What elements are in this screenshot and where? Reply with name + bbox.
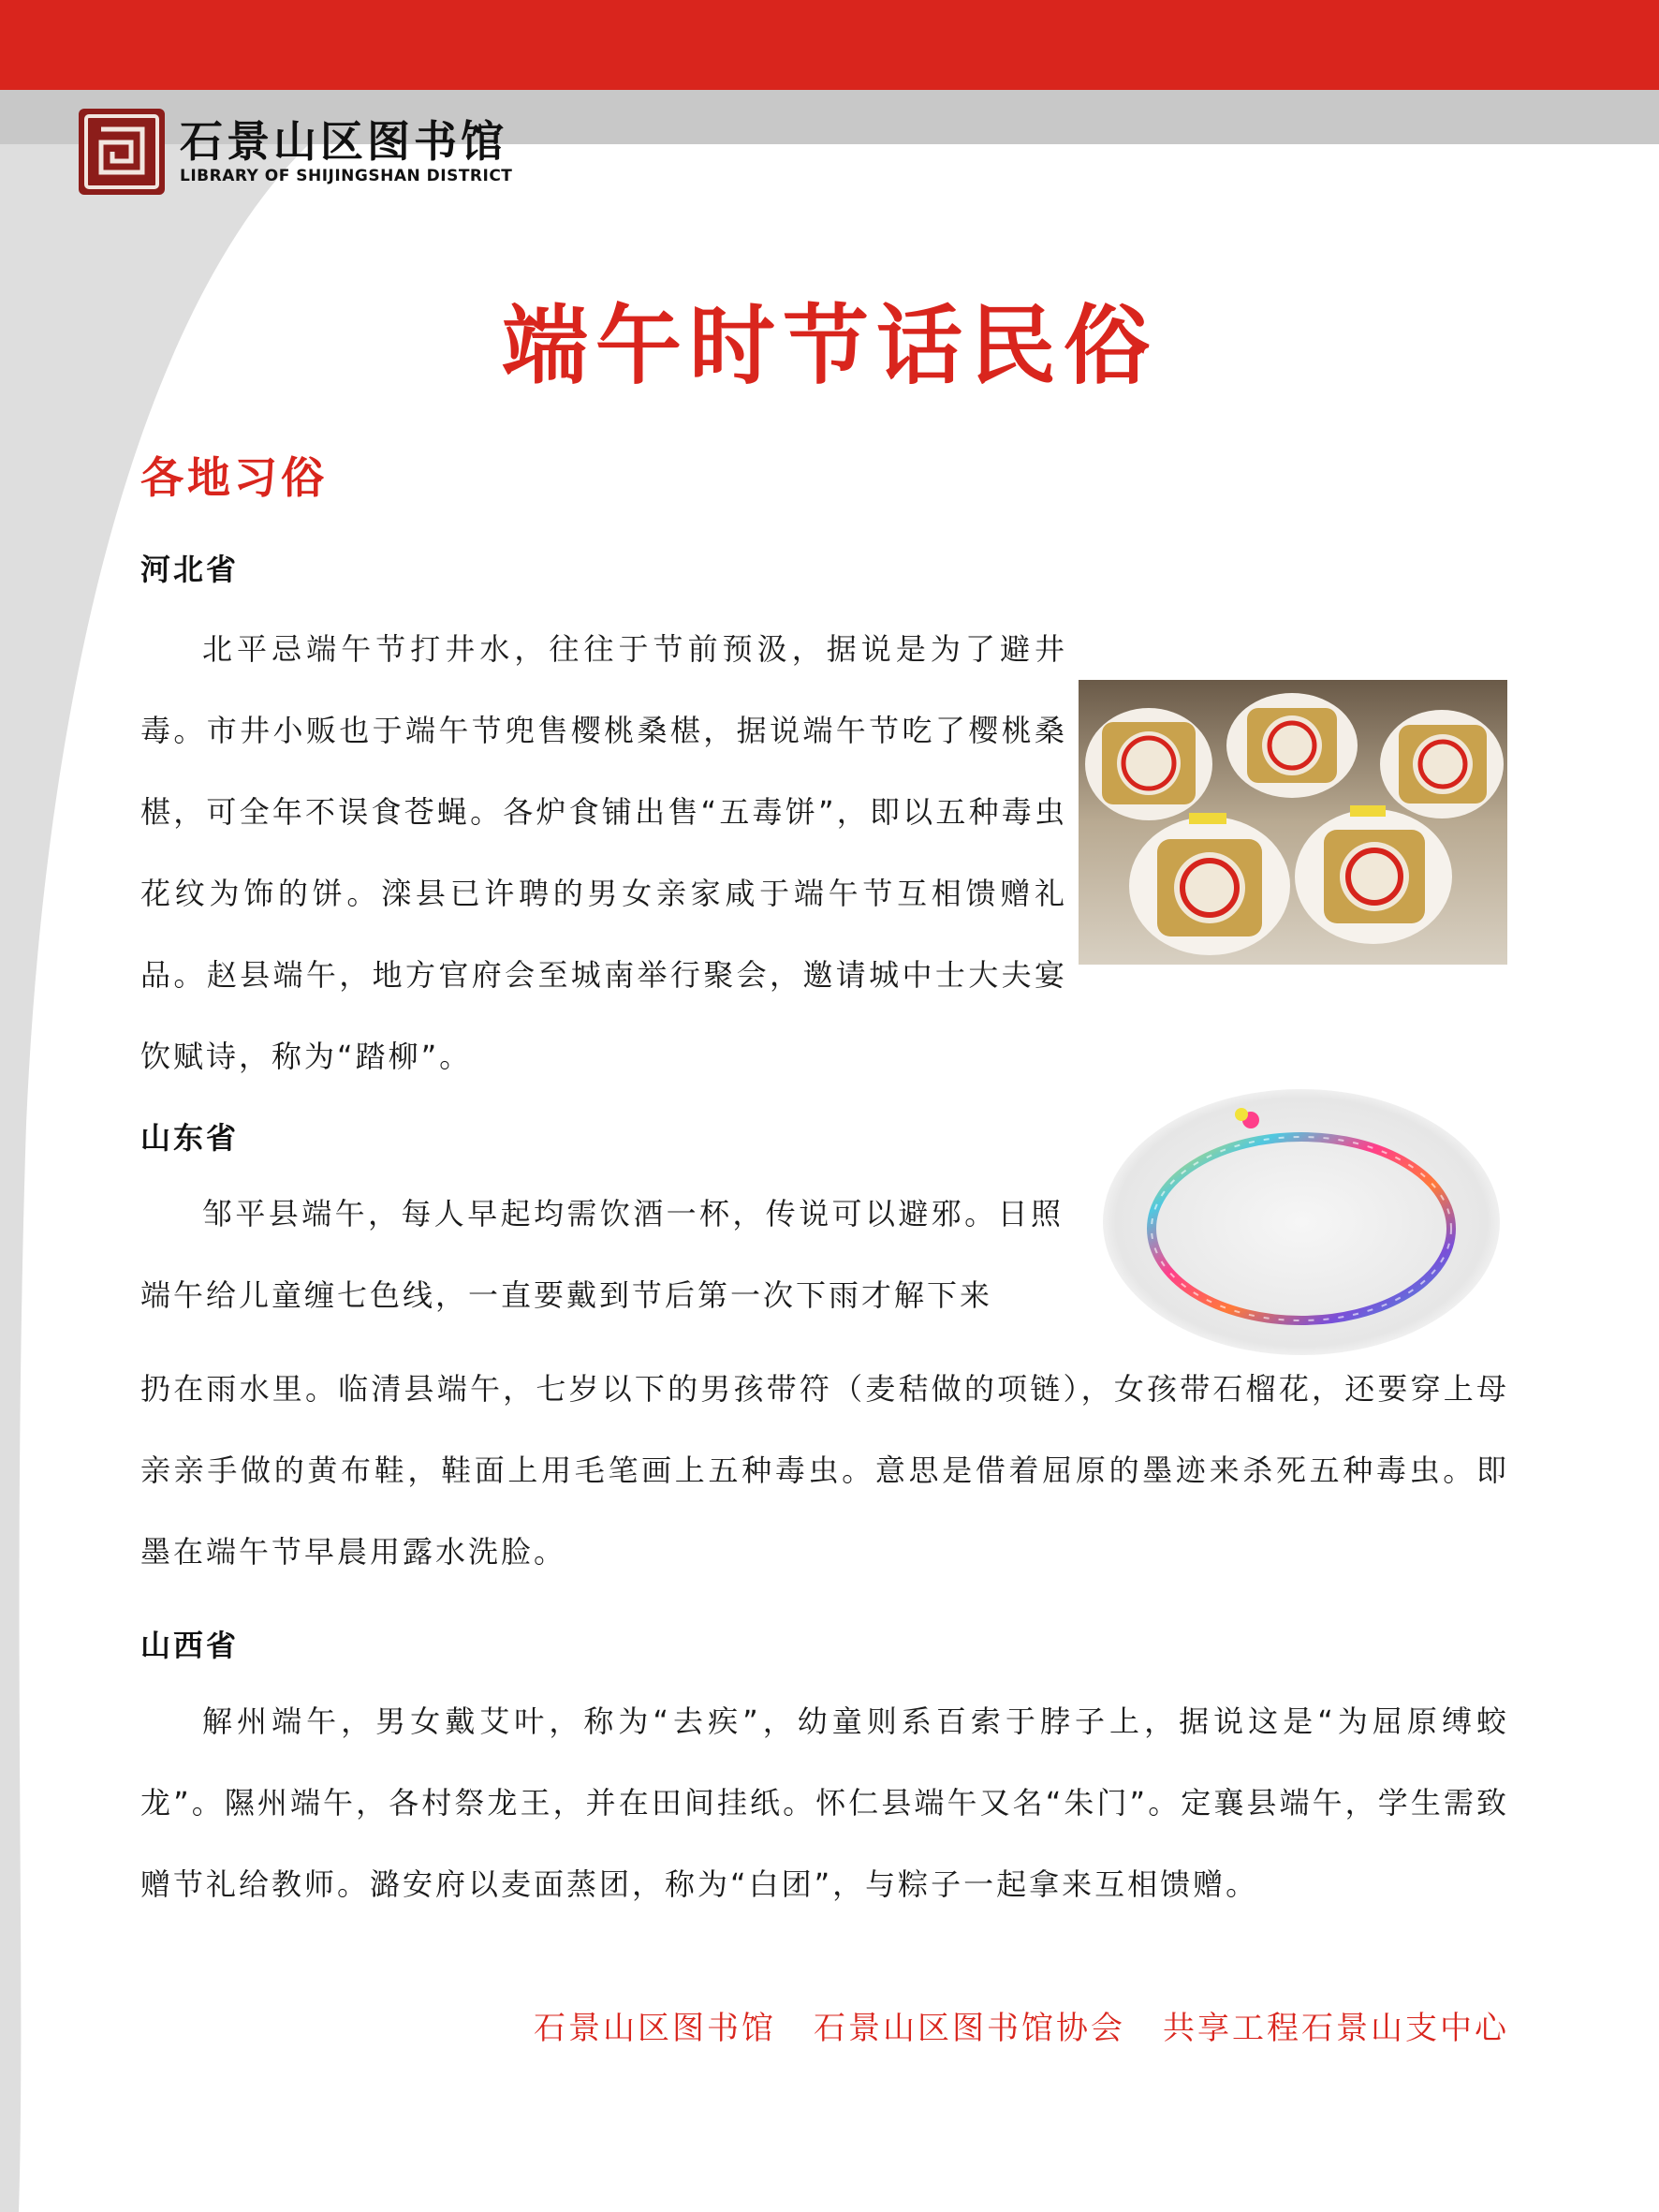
footer-org-sharing-center: 共享工程石景山支中心 — [1163, 2010, 1509, 2047]
footer-org-association: 石景山区图书馆协会 — [814, 2010, 1125, 2047]
section-title: 各地习俗 — [140, 452, 328, 503]
footer-organizers — [534, 2002, 1509, 2048]
wudu-cakes-photo — [1079, 680, 1507, 965]
library-logo — [77, 107, 512, 197]
footer-org-library: 石景山区图书馆 — [534, 2010, 776, 2047]
page-title: 端午时节话民俗 — [501, 296, 1157, 396]
logo-english-name: LIBRARY OF SHIJINGSHAN DISTRICT — [180, 167, 513, 185]
paragraph-shanxi: 解州端午，男女戴艾叶，称为“去疾”，幼童则系百索于脖子上，据说这是“为屈原缚蛟龙”。隰州端午，各村祭龙王，并在田间挂纸。怀仁县端午又名“朱门”。定襄县端午，学生需致赠节礼给教师。潞安府以麦面蒸团，称为“白团”，与粽子一起拿来互相馈赠。 — [140, 1703, 1509, 1902]
province-heading-shandong: 山东省 — [140, 1120, 240, 1156]
paragraph-shandong-part1: 邹平县端午，每人早起均需饮酒一杯，传说可以避邪。日照端午给儿童缠七色线，一直要戴到节后第一次下雨才解下来 — [140, 1196, 1064, 1313]
library-seal-icon — [77, 107, 167, 197]
paragraph-shandong-part2: 扔在雨水里。临清县端午，七岁以下的男孩带符（麦秸做的项链），女孩带石榴花，还要穿上母亲亲手做的黄布鞋，鞋面上用毛笔画上五种毒虫。意思是借着屈原的墨迹来杀死五种毒虫。即墨在端午节早晨用露水洗脸。 — [140, 1371, 1509, 1570]
logo-chinese-name: 石景山区图书馆 — [180, 116, 507, 167]
province-heading-hebei: 河北省 — [140, 552, 240, 587]
province-heading-shanxi: 山西省 — [140, 1628, 240, 1663]
seven-color-thread-photo — [1101, 1086, 1502, 1358]
paragraph-hebei: 北平忌端午节打井水，往往于节前预汲，据说是为了避井毒。市井小贩也于端午节兜售樱桃桑椹，据说端午节吃了樱桃桑椹，可全年不误食苍蝇。各炉食铺出售“五毒饼”，即以五种毒虫花纹为饰的饼。滦县已许聘的男女亲家咸于端午节互相馈赠礼品。赵县端午，地方官府会至城南举行聚会，邀请城中士大夫宴饮赋诗，称为“踏柳”。 — [140, 631, 1067, 1074]
